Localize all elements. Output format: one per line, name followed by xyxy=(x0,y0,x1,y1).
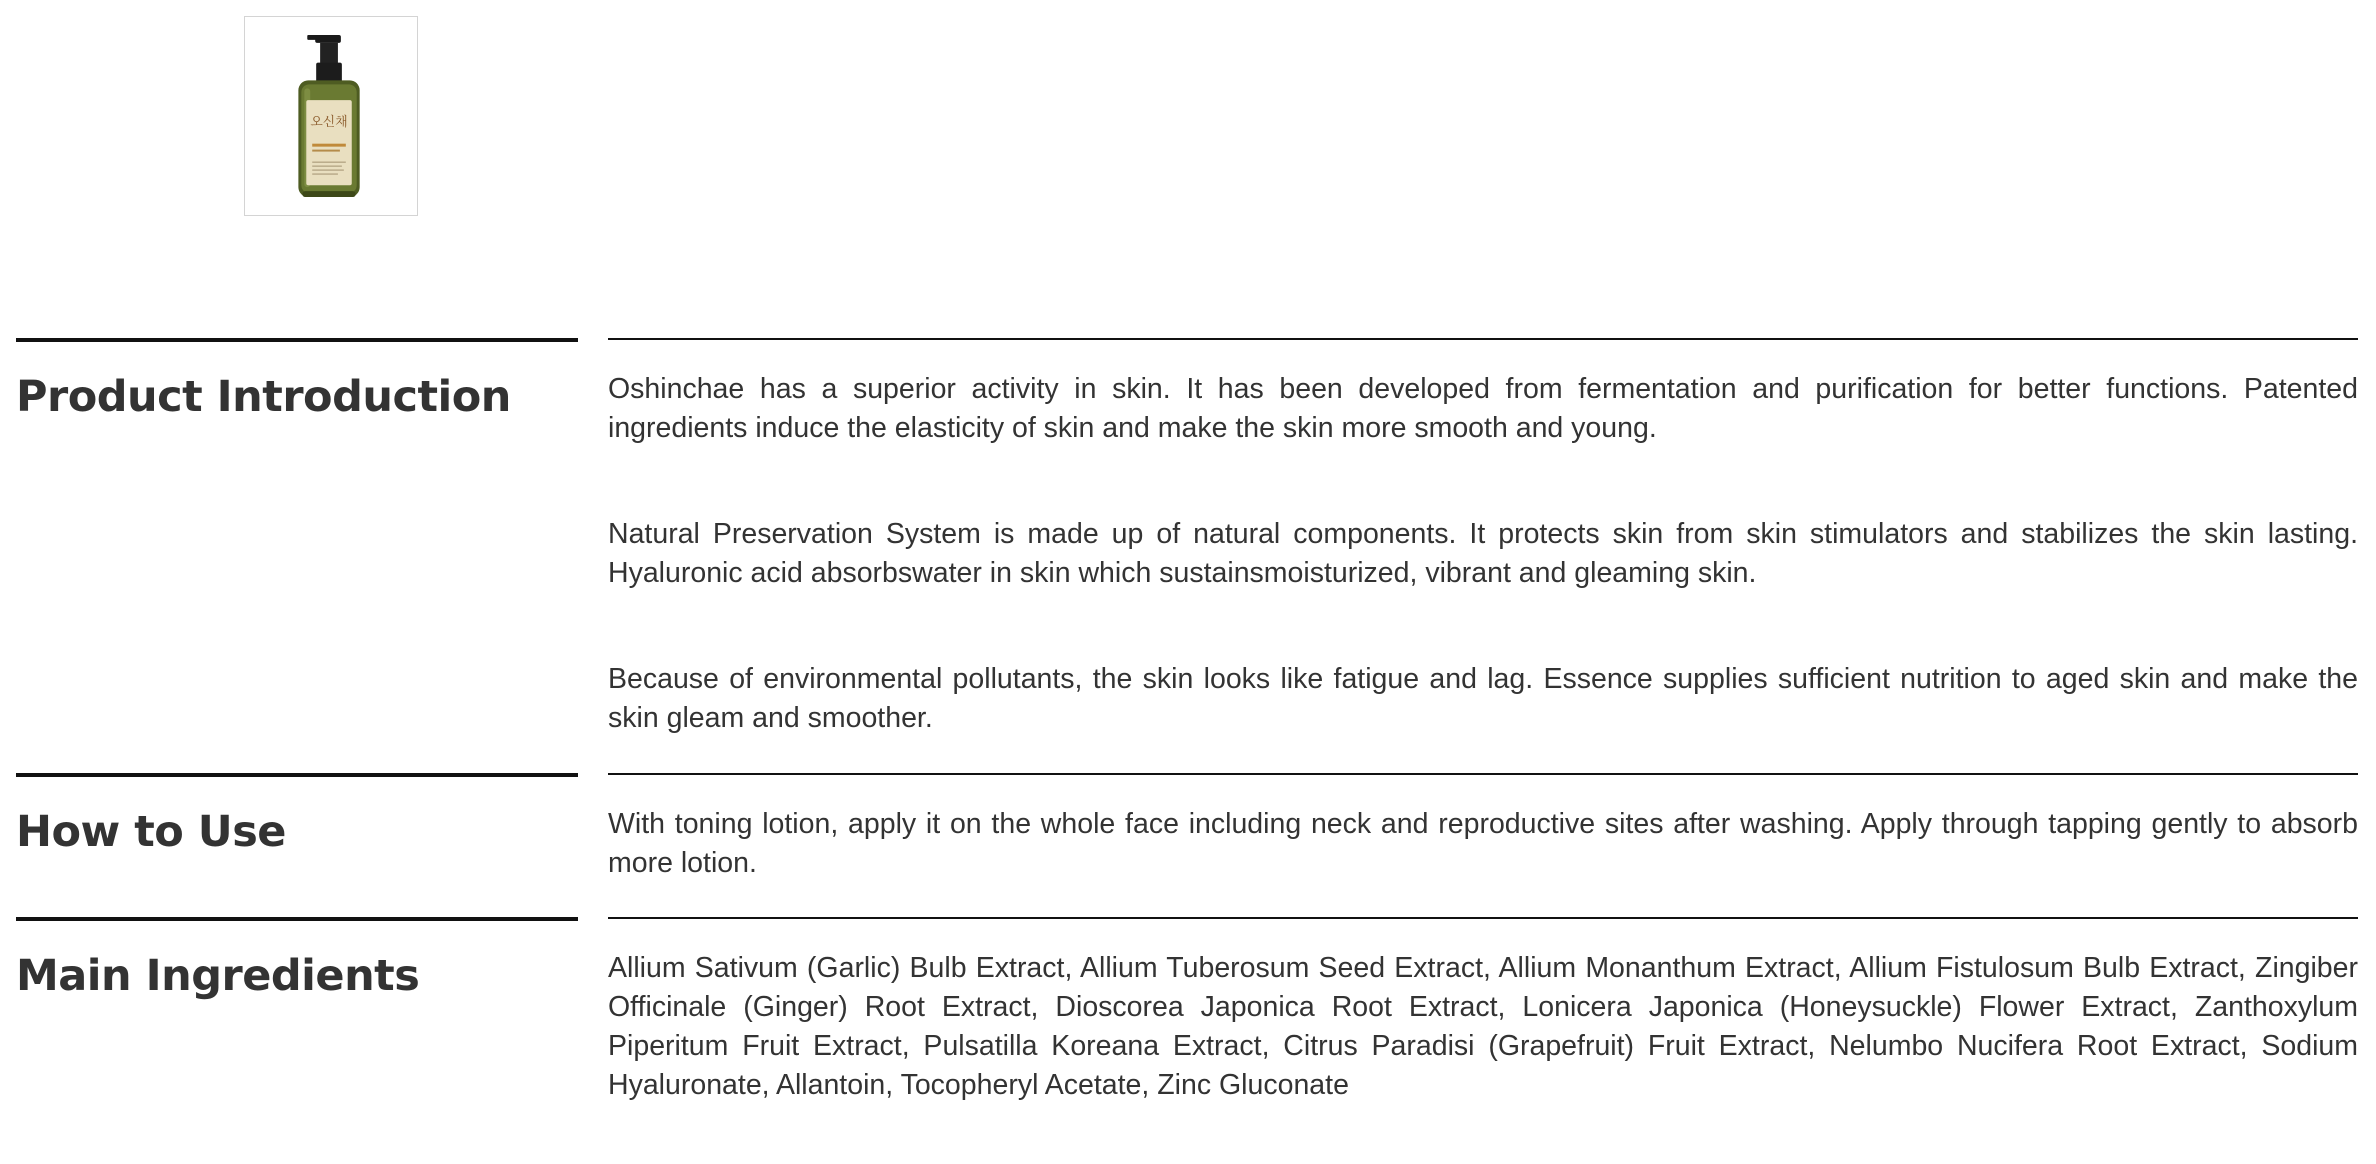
product-thumbnail[interactable] xyxy=(244,16,418,216)
intro-paragraph: Natural Preservation System is made up of natural components. It protects skin from skin stimulators and stabilizes the skin lasting. Hyaluronic acid absorbswater in skin which sustainsmoisturized, vibrant and gleaming skin. xyxy=(608,518,2358,589)
section-heading-column xyxy=(16,917,578,1003)
section-heading-column xyxy=(16,338,578,424)
section-body xyxy=(608,773,2358,883)
section-heading-column xyxy=(16,773,578,859)
section-title: Product Introduction xyxy=(16,372,511,422)
usage-paragraph: With toning lotion, apply it on the whole face including neck and reproductive sites after washing. Apply through tapping gently to absorb more lotion. xyxy=(608,808,2358,879)
serum-bottle-image xyxy=(245,17,417,215)
intro-paragraph: Oshinchae has a superior activity in skin. It has been developed from fermentation and purification for better functions. Patented ingredients induce the elasticity of skin and make the skin more smooth and young. xyxy=(608,373,2358,444)
section-title: How to Use xyxy=(16,807,286,857)
bottle-label-text: 오신채 xyxy=(310,114,348,130)
section-body xyxy=(608,338,2358,738)
ingredients-paragraph: Allium Sativum (Garlic) Bulb Extract, Allium Tuberosum Seed Extract, Allium Monanthum Extract, Allium Fistulosum Bulb Extract, Zingiber Officinale (Ginger) Root Extract, Dioscorea Japonica Root Extract, Lonicera Japonica (Honeysuckle) Flower Extract, Zanthoxylum Piperitum Fruit Extract, Pulsatilla Koreana Extract, Citrus Paradisi (Grapefruit) Fruit Extract, Nelumbo Nucifera Root Extract, Sodium Hyaluronate, Allantoin, Tocopheryl Acetate, Zinc Gluconate xyxy=(608,952,2358,1101)
section-title: Main Ingredients xyxy=(16,951,420,1001)
section-body xyxy=(608,917,2358,1105)
intro-paragraph: Because of environmental pollutants, the skin looks like fatigue and lag. Essence supplies sufficient nutrition to aged skin and make the skin gleam and smoother. xyxy=(608,663,2358,734)
